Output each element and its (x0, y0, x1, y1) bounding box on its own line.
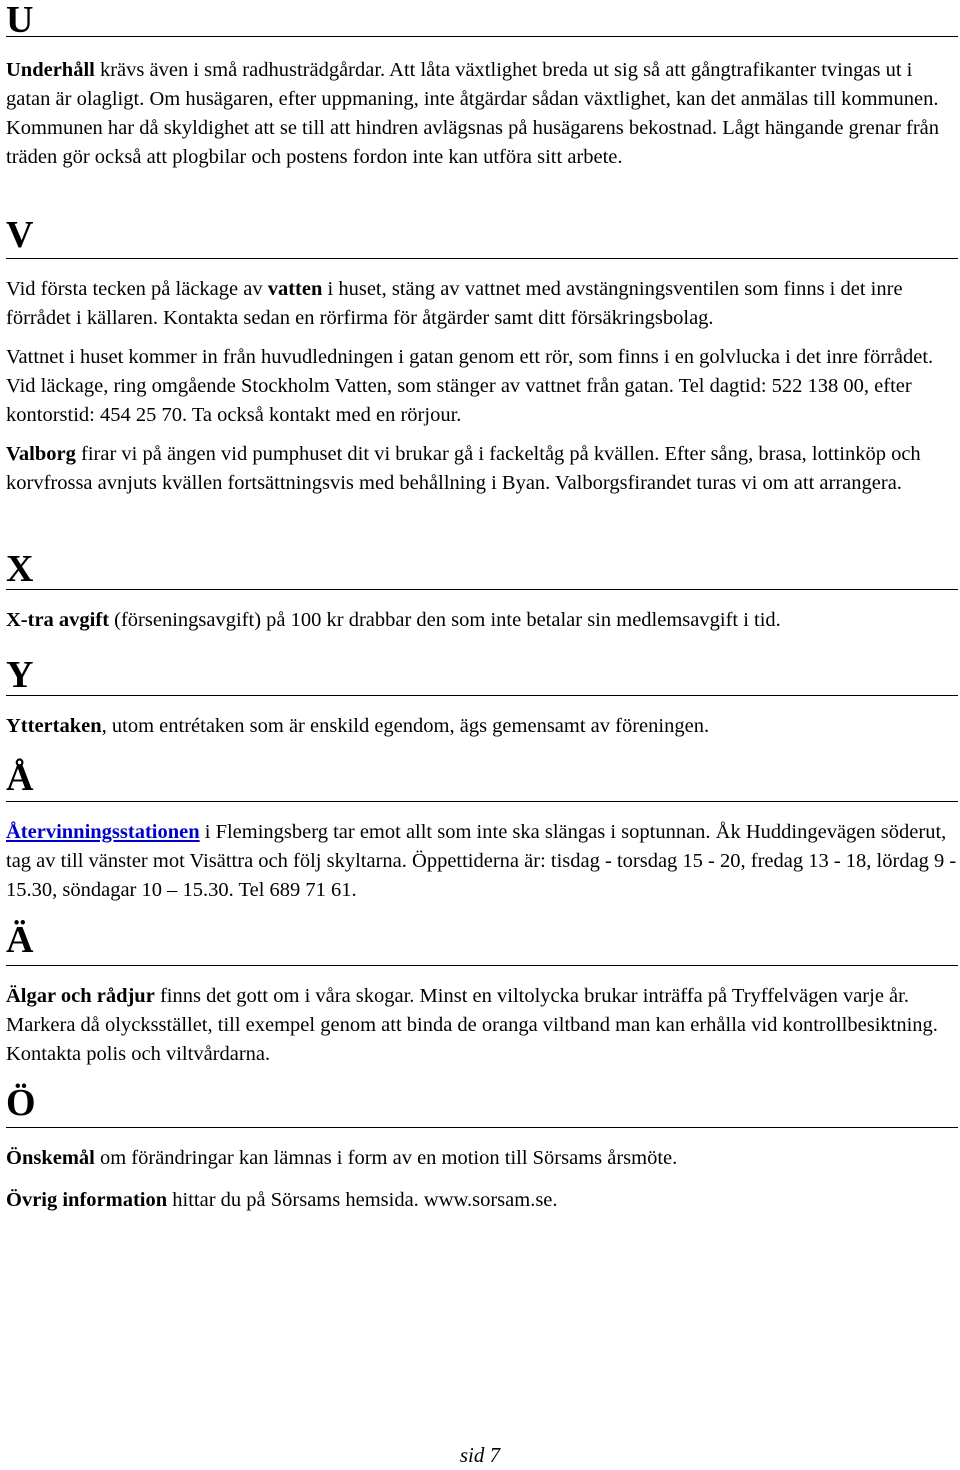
paragraph-text: om förändringar kan lämnas i form av en motion till Sörsams årsmöte. (94, 1147, 678, 1169)
paragraph-vatten (6, 275, 958, 333)
paragraph-vattnet: Vattnet i huset kommer in från huvudledningen i gatan genom ett rör, som finns i en golvlucka i det inre förrådet. Vid läckage, ring omgående Stockholm Vatten, som stänger av vattnet från gatan. Tel dagtid: 522 138 00, efter kontorstid: 454 25 70. Ta också kontakt med en rörjour. (6, 346, 934, 426)
term-ovrig-information: Övrig information (6, 1189, 168, 1211)
paragraph-algar (6, 982, 958, 1069)
term-underhall: Underhåll (6, 59, 95, 81)
paragraph-text: krävs även i små radhusträdgårdar. Att låta växtlighet breda ut sig så att gångtrafikanter tvingas ut i gatan är olagligt. Om husägaren, efter uppmaning, inte åtgärdar sådan växtlighet, kan det anmälas till kommunen. Kommunen har då skyldighet att se till att hindren avlägsnas på husägarens bekostnad. Lågt hängande grenar från träden gör också att plogbilar och postens fordon inte kan utföra sitt arbete. (6, 59, 940, 168)
term-yttertaken: Yttertaken (6, 715, 102, 737)
paragraph-text: i huset, stäng av vattnet med avstängningsventilen som finns i det inre förrådet i källaren. Kontakta sedan en rörfirma för åtgärder samt ditt försäkringsbolag. (6, 278, 903, 329)
paragraph-underhall (6, 56, 958, 172)
section-x (6, 549, 958, 635)
section-u (6, 0, 958, 172)
section-ae (6, 920, 958, 1069)
paragraph-text: firar vi på ängen vid pumphuset dit vi brukar gå i fackeltåg på kvällen. Efter sång, brasa, lottinköp och korvfrossa avnjuts kvällen fortsättningsvis med behållning i Byan. Valborgsfirandet turas vi om att arrangera. (6, 443, 921, 494)
paragraph-ovrig-information (6, 1186, 958, 1215)
section-oe (6, 1083, 958, 1215)
term-vatten: vatten (267, 278, 323, 300)
section-heading-y: Y (6, 655, 958, 696)
paragraph-text: (förseningsavgift) på 100 kr drabbar den som inte betalar sin medlemsavgift i tid. (109, 609, 781, 631)
term-onskemal: Önskemål (6, 1147, 95, 1169)
section-heading-ae: Ä (6, 920, 958, 966)
paragraph-text: , utom entrétaken som är enskild egendom, ägs gemensamt av föreningen. (101, 715, 710, 737)
link-atervinningsstationen[interactable]: Återvinningsstationen (6, 821, 200, 843)
term-xtra-avgift: X-tra avgift (6, 609, 110, 631)
section-y (6, 655, 958, 741)
paragraph-yttertaken (6, 712, 958, 741)
section-heading-x: X (6, 549, 958, 590)
section-heading-v: V (6, 215, 958, 259)
section-aa (6, 758, 958, 905)
paragraph-text: Vid första tecken på läckage av (6, 278, 268, 300)
term-valborg: Valborg (6, 443, 76, 465)
paragraph-xtra-avgift (6, 606, 958, 635)
term-algar-och-radjur: Älgar och rådjur (6, 985, 155, 1007)
page-number: sid 7 (459, 1443, 501, 1467)
paragraph-onskemal (6, 1144, 958, 1173)
paragraph-atervinning (6, 818, 958, 905)
section-v (6, 215, 958, 498)
section-heading-u: U (6, 0, 958, 37)
paragraph-text: i Flemingsberg tar emot allt som inte ska slängas i soptunnan. Åk Huddingevägen söderut, tag av till vänster mot Visättra och följ skyltarna. Öppettiderna är: tisdag - torsdag 15 - 20, fredag 13 - 18, lördag 9 - 15.30, söndagar 10 – 15.30. Tel 689 71 61. (6, 821, 957, 901)
paragraph-valborg (6, 440, 958, 498)
paragraph-text: finns det gott om i våra skogar. Minst en viltolycka brukar inträffa på Tryffelvägen varje år. Markera då olycksstället, till exempel genom att binda de oranga viltband man kan erhålla vid kontrollbesiktning. Kontakta polis och viltvårdarna. (6, 985, 938, 1065)
section-heading-oe: Ö (6, 1083, 958, 1128)
paragraph-text: hittar du på Sörsams hemsida. www.sorsam.se. (167, 1189, 558, 1211)
section-heading-aa: Å (6, 758, 958, 802)
